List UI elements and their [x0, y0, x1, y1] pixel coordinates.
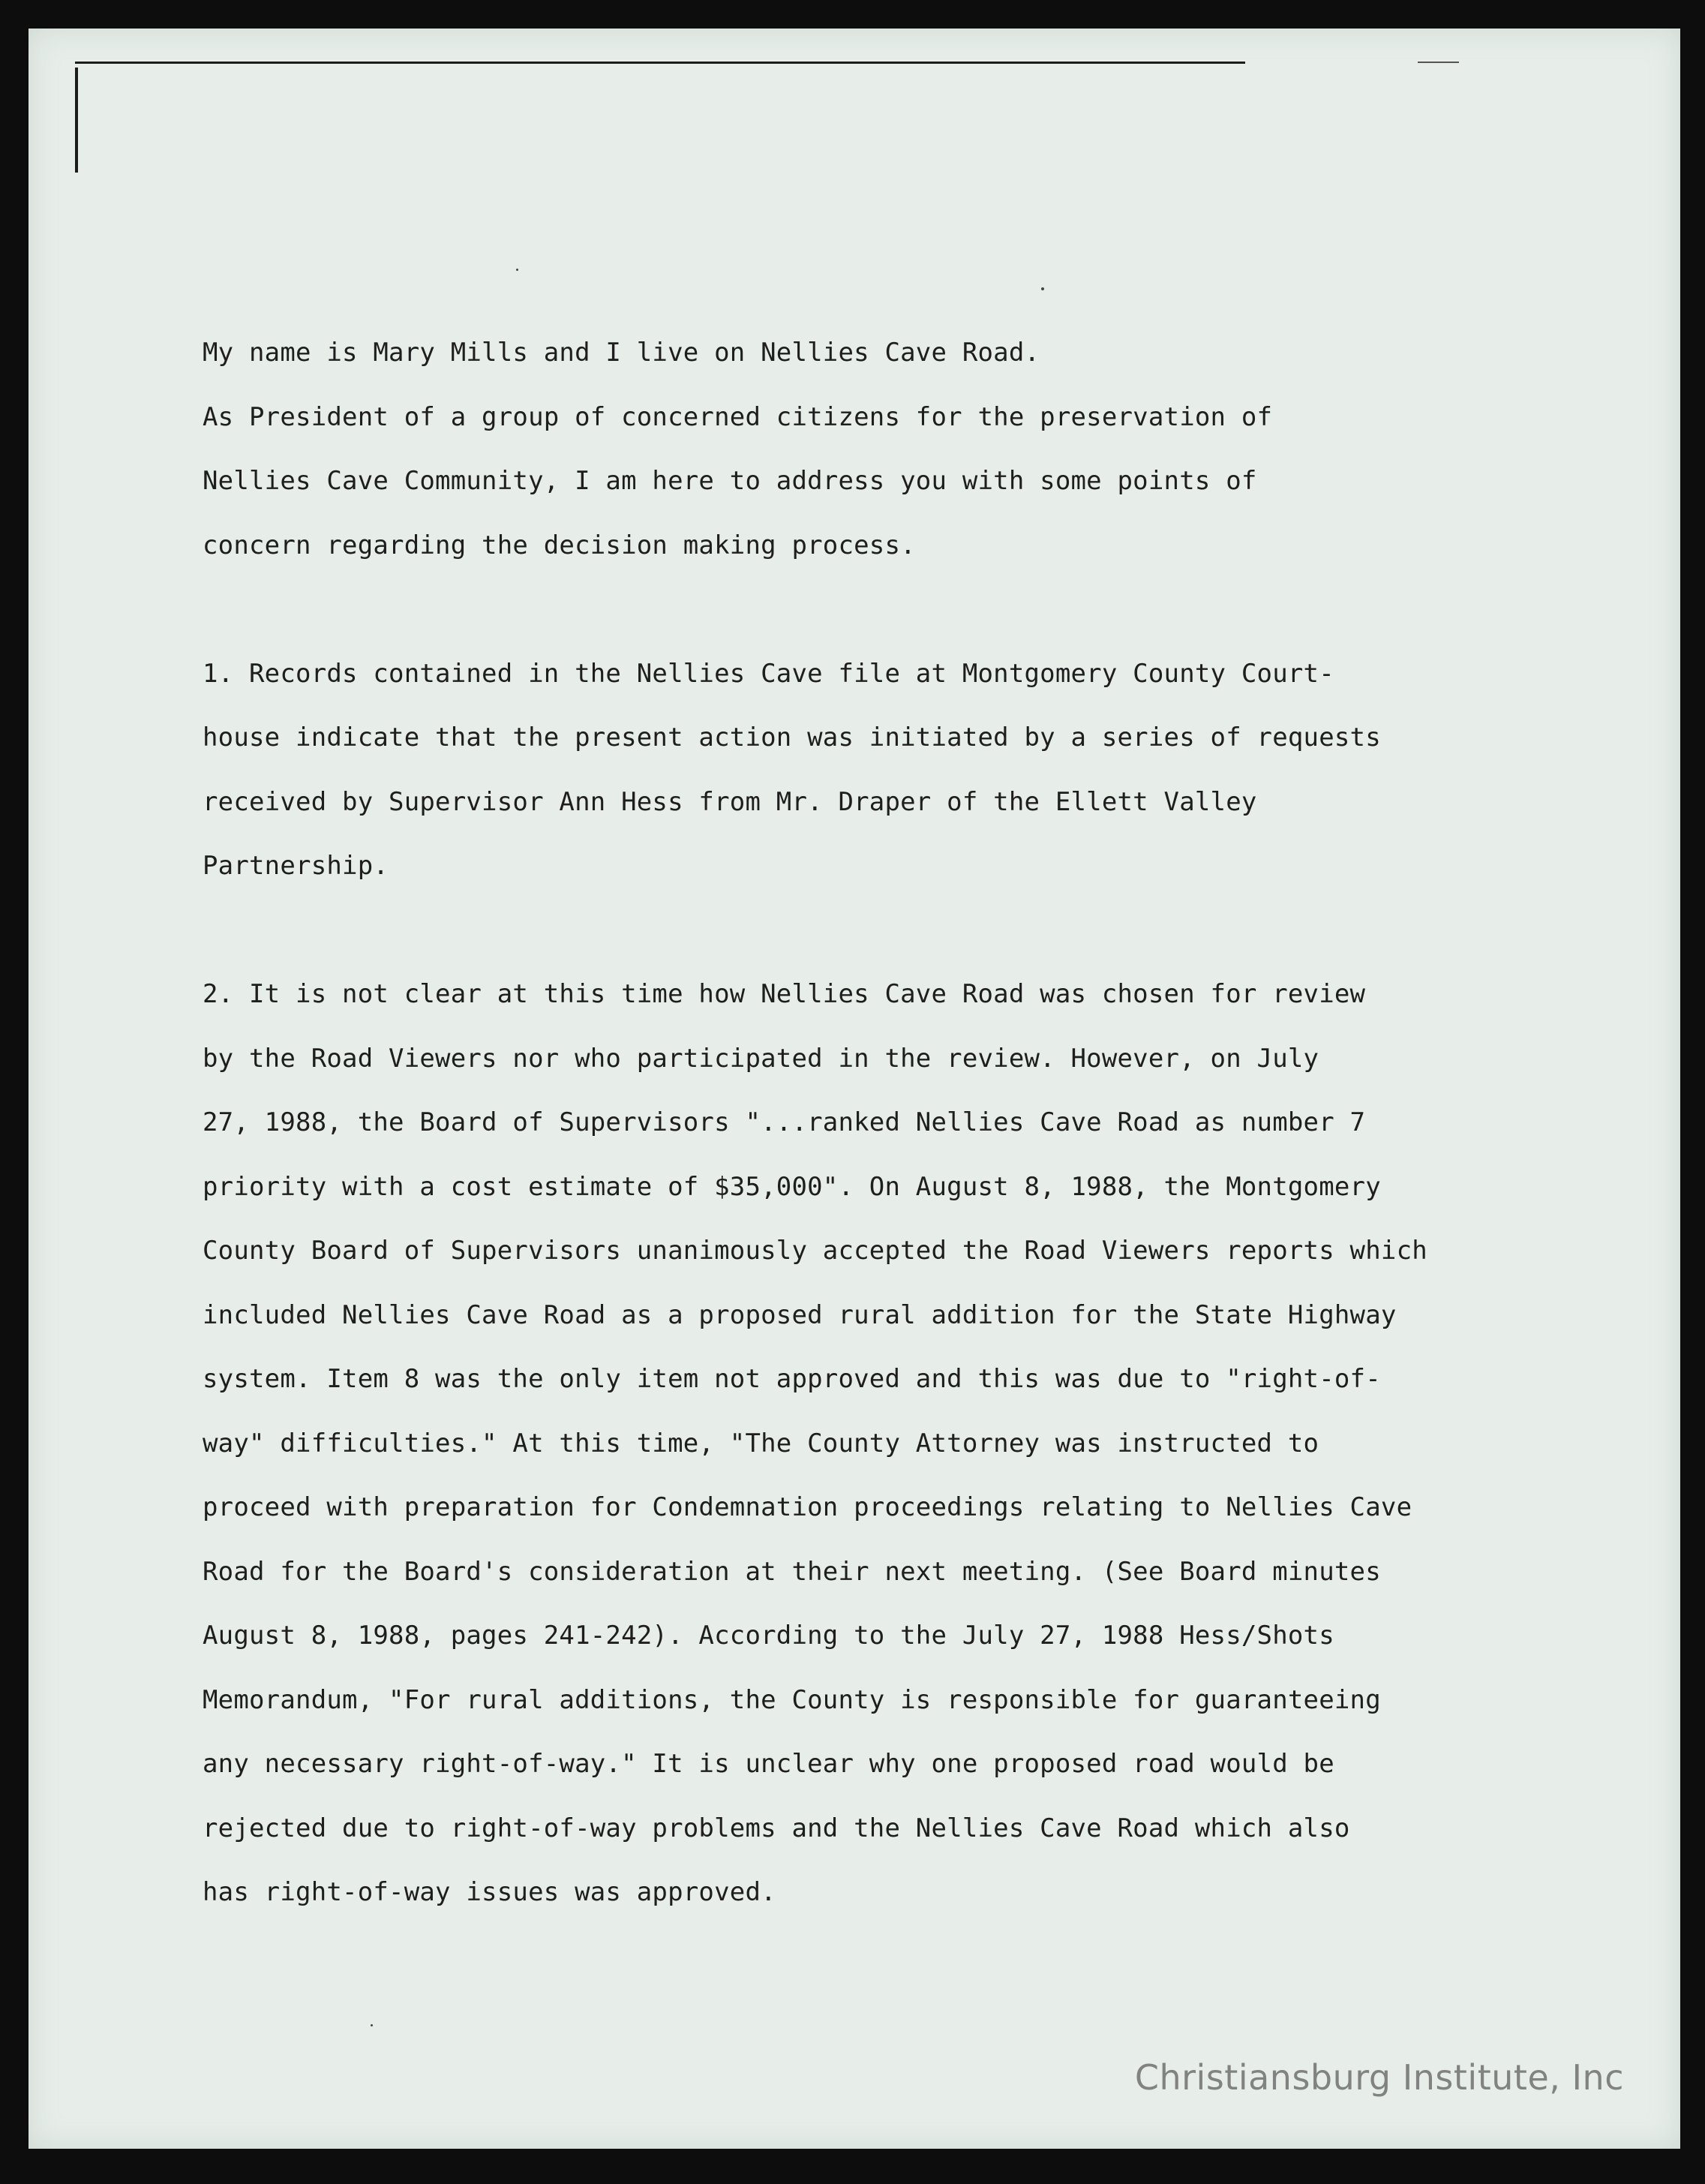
- body-line: Nellies Cave Community, I am here to address you with some points of: [203, 466, 1257, 496]
- document-page: [29, 29, 1680, 2149]
- point-2-line: included Nellies Cave Road as a proposed rural addition for the State Highway: [203, 1299, 1397, 1330]
- point-1-line: received by Supervisor Ann Hess from Mr. Draper of the Ellett Valley: [203, 786, 1257, 817]
- paper-speck: [371, 2024, 373, 2026]
- top-right-rule-mark: [1418, 62, 1459, 63]
- left-margin-bracket: [75, 68, 78, 173]
- point-2-line: has right-of-way issues was approved.: [203, 1877, 776, 1907]
- point-2-line: 2. It is not clear at this time how Nellies Cave Road was chosen for review: [203, 979, 1366, 1009]
- point-2-line: Road for the Board's consideration at their next meeting. (See Board minutes: [203, 1556, 1381, 1587]
- point-2-line: any necessary right-of-way." It is unclear why one proposed road would be: [203, 1749, 1334, 1779]
- top-rule-line: [75, 62, 1245, 64]
- point-1-line: house indicate that the present action was initiated by a series of requests: [203, 722, 1381, 753]
- point-2-line: rejected due to right-of-way problems and the Nellies Cave Road which also: [203, 1813, 1350, 1843]
- letter-body: [203, 321, 1508, 1925]
- point-1-line: Partnership.: [203, 851, 389, 881]
- archive-watermark: Christiansburg Institute, Inc: [1134, 2057, 1624, 2098]
- point-2-line: system. Item 8 was the only item not approved and this was due to "right-of-: [203, 1364, 1381, 1394]
- point-1-line: 1. Records contained in the Nellies Cave file at Montgomery County Court-: [203, 658, 1334, 689]
- body-line: concern regarding the decision making process.: [203, 530, 916, 560]
- body-line: As President of a group of concerned citizens for the preservation of: [203, 401, 1273, 432]
- paper-speck: [516, 269, 518, 271]
- point-2-line: 27, 1988, the Board of Supervisors "...ranked Nellies Cave Road as number 7: [203, 1107, 1366, 1137]
- point-2-line: way" difficulties." At this time, "The County Attorney was instructed to: [203, 1428, 1319, 1459]
- point-2-line: by the Road Viewers nor who participated in the review. However, on July: [203, 1043, 1319, 1074]
- point-2-line: Memorandum, "For rural additions, the County is responsible for guaranteeing: [203, 1684, 1381, 1715]
- point-2-line: August 8, 1988, pages 241-242). According to the July 27, 1988 Hess/Shots: [203, 1621, 1334, 1651]
- point-2-line: priority with a cost estimate of $35,000". On August 8, 1988, the Montgomery: [203, 1171, 1381, 1202]
- point-2-line: proceed with preparation for Condemnation proceedings relating to Nellies Cave: [203, 1492, 1412, 1522]
- point-2-line: County Board of Supervisors unanimously accepted the Road Viewers reports which: [203, 1236, 1427, 1266]
- body-line: My name is Mary Mills and I live on Nellies Cave Road.: [203, 338, 1040, 368]
- paper-speck: [1041, 287, 1044, 290]
